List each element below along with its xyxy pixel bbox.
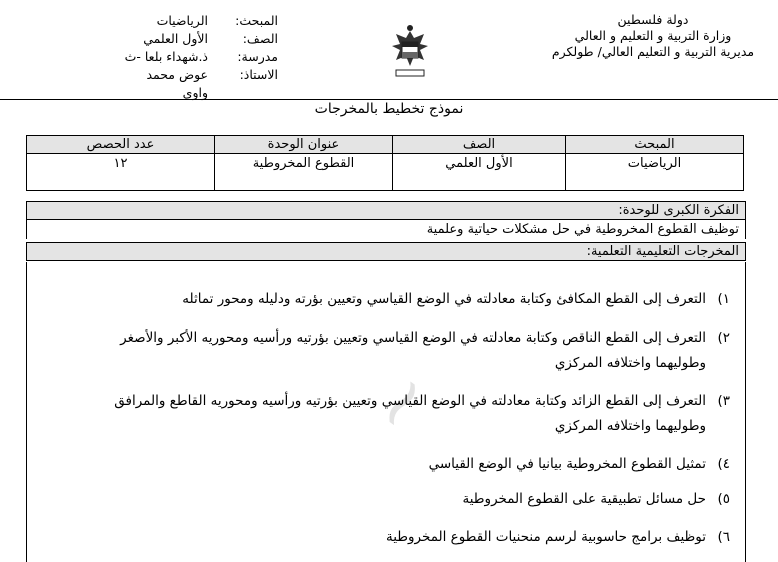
- info-value: الرياضيات: [156, 13, 208, 28]
- header-line-directorate: مديرية التربية و التعليم العالي/ طولكرم: [551, 44, 755, 59]
- item-number: ١): [717, 291, 730, 307]
- item-text: التعرف إلى القطع الناقص وكتابة معادلته في الوضع القياسي وتعيين بؤرتيه ورأسيه ومحوريه الأكبر والأصغر: [120, 330, 706, 346]
- header-line-ministry: وزارة التربية و التعليم و العالي: [574, 28, 732, 43]
- table-header-row: [27, 136, 744, 154]
- outcomes-label: المخرجات التعليمية التعلمية:: [26, 242, 746, 261]
- item-number: ٣): [717, 393, 730, 409]
- item-text-cont: وطوليهما واختلافه المركزي: [554, 418, 706, 434]
- info-value: ذ.شهداء بلعا -ث: [124, 49, 208, 64]
- list-item: [40, 389, 730, 439]
- column-header: عدد الحصص: [27, 136, 215, 154]
- column-header: المبحث: [566, 136, 744, 154]
- table-row: [27, 154, 744, 191]
- info-value: الأول العلمي: [143, 31, 208, 46]
- table-cell: القطوع المخروطية: [215, 154, 393, 191]
- item-text: حل مسائل تطبيقية على القطوع المخروطية: [462, 491, 706, 507]
- table-cell: ١٢: [27, 154, 215, 191]
- table-cell: الرياضيات: [566, 154, 744, 191]
- table-cell: الأول العلمي: [393, 154, 566, 191]
- ministry-header: [538, 12, 768, 60]
- teacher-info: [118, 12, 278, 102]
- list-item: [40, 487, 730, 512]
- form-title: نموذج تخطيط بالمخرجات: [314, 101, 464, 117]
- big-idea-text: توظيف القطوع المخروطية في حل مشكلات حياتية وعلمية: [26, 220, 746, 239]
- info-label: الاستاذ:: [239, 67, 278, 82]
- item-text: توظيف برامج حاسوبية لرسم منحنيات القطوع المخروطية: [385, 529, 706, 545]
- watermark: ~: [348, 353, 452, 451]
- item-number: ٥): [717, 491, 730, 507]
- item-number: ٤): [717, 456, 730, 472]
- unit-info-table: [26, 135, 744, 191]
- item-number: ٢): [717, 330, 730, 346]
- info-label: مدرسة:: [237, 49, 278, 64]
- info-row-school: [118, 48, 278, 66]
- list-item: [40, 326, 730, 376]
- info-label: الصف:: [242, 31, 278, 46]
- info-row-grade: [118, 30, 278, 48]
- header-line-state: دولة فلسطين: [617, 12, 689, 27]
- list-item: [40, 525, 730, 550]
- item-text: التعرف إلى القطع المكافئ وكتابة معادلته في الوضع القياسي وتعيين بؤرته ودليله ومحور تماثله: [182, 291, 706, 307]
- info-row-teacher: [118, 66, 278, 102]
- column-header: الصف: [393, 136, 566, 154]
- item-text-cont: وطوليهما واختلافه المركزي: [554, 355, 706, 371]
- list-item: [40, 452, 730, 477]
- big-idea-label: الفكرة الكبرى للوحدة:: [26, 201, 746, 220]
- list-item: [40, 287, 730, 312]
- info-value: عوض محمد واوي: [146, 67, 208, 100]
- item-number: ٦): [717, 529, 730, 545]
- header-divider: [0, 99, 778, 100]
- item-text: التعرف إلى القطع الزائد وكتابة معادلته في الوضع القياسي وتعيين بؤرتيه ورأسيه ومحوريه القاطع والمرافق: [114, 393, 706, 409]
- item-text: تمثيل القطوع المخروطية بيانيا في الوضع القياسي: [428, 456, 706, 472]
- column-header: عنوان الوحدة: [215, 136, 393, 154]
- info-row-subject: [118, 12, 278, 30]
- info-label: المبحث:: [235, 13, 278, 28]
- palestine-emblem-icon: [386, 22, 434, 82]
